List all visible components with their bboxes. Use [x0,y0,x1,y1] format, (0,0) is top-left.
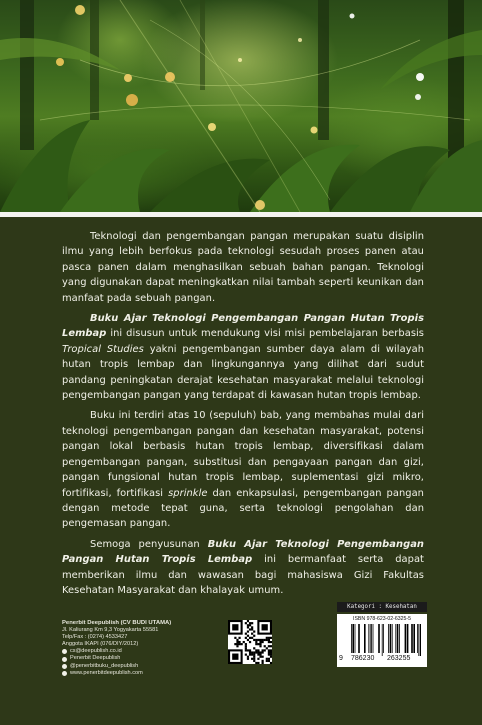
paragraph-3 [62,408,424,531]
paragraph-1-text: Teknologi dan pengembangan pangan merupakan suatu disiplin ilmu yang lebih berfokus pada teknologi sesudah proses panen atau pasca panen dalam menghasilkan sebuah bahan pangan. Teknologi yang digunakan dapat meningkatkan nilai tambah seperti keunikan dan manfaat pada sebuah pangan. [62,231,424,304]
publisher-address: Jl. Kaliurang Km 9,3 Yogyakarta 55581 [62,627,159,634]
facebook-icon [62,657,67,662]
contact-website [62,670,212,677]
contact-facebook [62,655,212,662]
barcode-bars [343,624,421,656]
paragraph-2 [62,311,424,403]
isbn-number: ISBN 978-623-02-6325-5 [353,616,411,622]
globe-icon [62,671,67,676]
contact-facebook-text: Penerbit Deepublish [70,655,121,662]
book-title-emphasis: Buku Ajar Teknologi Pengembangan Pangan Hutan Tropis Lembap [62,313,424,340]
email-icon [62,649,67,654]
forest-photo [0,0,482,212]
publisher-phone: Telp/Fax : (0274) 4533427 [62,634,128,641]
publisher-info [62,620,212,677]
paragraph-4 [62,537,424,599]
paragraph-2-text-b: yakni pengembangan sumber daya alam di wilayah hutan tropis lembap dan lingkungannya yang dilihat dari sudut pandang peningkatan derajat kesehatan masyarakat melalui teknologi pengembangan pangan yang terdapat di kawasan hutan tropis lembap. [62,343,425,402]
publisher-member: Anggota IKAPI (076/DIY/2012) [62,641,139,648]
book-title-emphasis-2: Buku Ajar Teknologi Pengembangan Pangan Hutan Tropis Lembap [62,538,425,566]
category-label: Kategori : Kesehatan [337,602,427,612]
contact-instagram-text: @penerbitbuku_deepublish [70,662,139,669]
contact-email [62,648,212,655]
barcode-digits-right: 263255 [387,655,411,662]
barcode-digit-first: 9 [339,655,343,662]
paragraph-1 [62,229,424,306]
contact-website-text: www.penerbitdeepublish.com [70,669,143,676]
isbn-barcode [337,614,427,667]
contact-instagram [62,663,212,670]
paragraph-3-text-b: dan enkapsulasi, pengembangan pangan dengan metode tepat guna, serta teknologi pengolahan dan pengemasan pangan. [62,487,424,530]
contact-email-text: cs@deepublish.co.id [70,648,122,655]
divider-band [0,212,482,217]
paragraph-3-text-a: Buku ini terdiri atas 10 (sepuluh) bab, yang membahas mulai dari teknologi pengembangan pangan dan kesehatan masyarakat, potensi pangan lokal berbasis hutan tropis lembap, diversifikasi dalam pengembangan pangan, substitusi dan pengayaan pangan dan gizi, pangan fungsional hutan tropis lembap, suplementasi gizi mikro, fortifikasi, fortifikasi [62,410,424,499]
publisher-name: Penerbit Deepublish (CV BUDI UTAMA) [62,620,172,626]
sprinkle-term: sprinkle [168,487,208,499]
barcode-digits-left: 786230 [351,655,375,662]
tropical-studies-term: Tropical Studies [62,343,144,355]
paragraph-4-text-a: Semoga penyusunan [90,538,208,550]
instagram-icon [62,664,67,669]
paragraph-2-text-a: ini disusun untuk mendukung visi misi pembelajaran berbasis [106,328,424,340]
qr-code [228,620,272,664]
synopsis [62,229,424,603]
paragraph-4-text-b: ini bermanfaat serta dapat memberikan ilmu dan wawasan bagi mahasiswa Gizi Fakultas Kesehatan Masyarakat dan khalayak umum. [62,554,424,596]
